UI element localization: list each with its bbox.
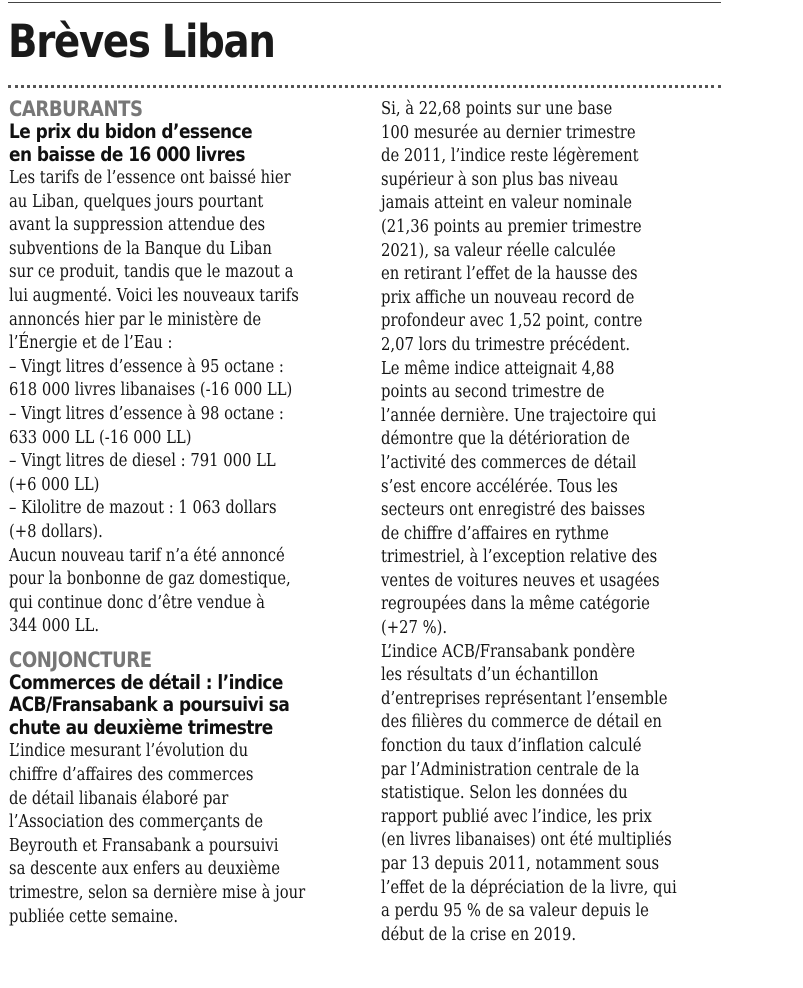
- body-line: trimestriel, à l’exception relative des: [381, 546, 658, 568]
- body-line: subventions de la Banque du Liban: [9, 237, 272, 259]
- body-line: prix affiche un nouveau record de: [381, 286, 635, 308]
- headline-conjoncture: [9, 672, 324, 740]
- body-line: Les tarifs de l’essence ont baissé hier: [9, 167, 291, 188]
- body-line: l’Association des commerçants de: [9, 811, 263, 833]
- body-line: 618 000 livres libanaises (-16 000 LL): [9, 379, 293, 401]
- headline-carburants: [9, 121, 324, 166]
- body-line: qui continue donc d’être vendue à: [9, 591, 265, 613]
- headline-line: chute au deuxième trimestre: [9, 715, 273, 739]
- body-line: s’est encore accélérée. Tous les: [381, 475, 618, 497]
- rubric-carburants: CARBURANTS: [9, 97, 143, 121]
- body-line: – Vingt litres d’essence à 98 octane :: [9, 402, 284, 424]
- body-line: fonction du taux d’inflation calculé: [381, 735, 642, 757]
- body-line: des filières du commerce de détail en: [381, 711, 662, 733]
- body-line: 2,07 lors du trimestre précédent.: [381, 333, 631, 355]
- headline-line: Commerces de détail : l’indice: [9, 670, 283, 694]
- body-line: – Vingt litres de diesel : 791 000 LL: [9, 450, 276, 472]
- body-line: 100 mesurée au dernier trimestre: [381, 121, 636, 143]
- body-line: annoncés hier par le ministère de: [9, 308, 262, 330]
- body-line: l’activité des commerces de détail: [381, 451, 637, 473]
- body-line: regroupées dans la même catégorie: [381, 593, 650, 615]
- body-line: – Vingt litres d’essence à 95 octane :: [9, 355, 284, 377]
- body-line: ventes de voitures neuves et usagées: [381, 569, 660, 591]
- body-line: – Kilolitre de mazout : 1 063 dollars: [9, 497, 277, 519]
- body-line: supérieur à son plus bas niveau: [381, 168, 619, 190]
- body-line: par l’Administration centrale de la: [381, 758, 640, 780]
- body-line: par 13 depuis 2011, notamment sous: [381, 853, 660, 874]
- body-line: d’entreprises représentant l’ensemble: [381, 687, 668, 709]
- section-gap: [9, 638, 371, 648]
- body-line: Aucun nouveau tarif n’a été annoncé: [9, 544, 285, 566]
- body-line: sa descente aux enfers au deuxième: [9, 858, 280, 880]
- body-line: au Liban, quelques jours pourtant: [9, 190, 264, 212]
- body-line: publiée cette semaine.: [9, 905, 179, 927]
- body-line: L’indice mesurant l’évolution du: [9, 740, 249, 762]
- body-line: 633 000 LL (-16 000 LL): [9, 426, 192, 448]
- body-line: chiffre d’affaires des commerces: [9, 763, 254, 785]
- body-line: les résultats d’un échantillon: [381, 664, 599, 686]
- article-body-conjoncture-left: [9, 739, 371, 928]
- page-title: Brèves Liban: [8, 15, 275, 68]
- body-line: (+8 dollars).: [9, 520, 103, 542]
- body-line: de chiffre d’affaires en rythme: [381, 522, 609, 544]
- headline-line: ACB/Fransabank a poursuivi sa: [9, 693, 290, 717]
- article-body-carburants: [9, 166, 371, 638]
- right-column: [381, 97, 719, 946]
- body-line: statistique. Selon les données du: [381, 782, 628, 804]
- top-rule: [8, 2, 721, 3]
- body-line: en retirant l’effet de la hausse des: [381, 263, 638, 285]
- body-line: avant la suppression attendue des: [9, 214, 266, 236]
- body-line: points au second trimestre de: [381, 381, 605, 403]
- body-line: Si, à 22,68 points sur une base: [381, 98, 613, 119]
- body-line: l’année dernière. Une trajectoire qui: [381, 404, 657, 426]
- body-line: l’effet de la dépréciation de la livre, qui: [381, 876, 677, 898]
- body-line: (21,36 points au premier trimestre: [381, 215, 642, 237]
- left-column: [9, 97, 371, 928]
- headline-line: en baisse de 16 000 livres: [9, 142, 245, 166]
- body-line: pour la bonbonne de gaz domestique,: [9, 568, 291, 590]
- body-line: début de la crise en 2019.: [381, 923, 577, 945]
- body-line: 2021), sa valeur réelle calculée: [381, 239, 616, 261]
- body-line: L’indice ACB/Fransabank pondère: [381, 640, 635, 662]
- body-line: sur ce produit, tandis que le mazout a: [9, 261, 294, 283]
- headline-line: Le prix du bidon d’essence: [9, 120, 253, 143]
- body-line: démontre que la détérioration de: [381, 428, 630, 450]
- body-line: a perdu 95 % de sa valeur depuis le: [381, 900, 649, 922]
- body-line: (en livres libanaises) ont été multipliés: [381, 829, 672, 851]
- body-line: (+27 %).: [381, 617, 448, 639]
- body-line: lui augmenté. Voici les nouveaux tarifs: [9, 284, 299, 306]
- rubric-conjoncture: CONJONCTURE: [9, 647, 152, 672]
- body-line: de détail libanais élaboré par: [9, 787, 229, 809]
- body-line: secteurs ont enregistré des baisses: [381, 499, 646, 521]
- dotted-divider: [8, 85, 721, 88]
- body-line: profondeur avec 1,52 point, contre: [381, 310, 643, 332]
- body-line: rapport publié avec l’indice, les prix: [381, 805, 652, 827]
- body-line: 344 000 LL.: [9, 615, 100, 637]
- body-line: trimestre, selon sa dernière mise à jour: [9, 881, 306, 903]
- body-line: de 2011, l’indice reste légèrement: [381, 145, 639, 167]
- body-line: l’Énergie et de l’Eau :: [9, 332, 173, 354]
- body-line: Le même indice atteignait 4,88: [381, 357, 615, 379]
- body-line: (+6 000 LL): [9, 473, 100, 495]
- article-body-conjoncture-right: [381, 97, 719, 946]
- body-line: jamais atteint en valeur nominale: [381, 192, 633, 214]
- body-line: Beyrouth et Fransabank a poursuivi: [9, 834, 279, 856]
